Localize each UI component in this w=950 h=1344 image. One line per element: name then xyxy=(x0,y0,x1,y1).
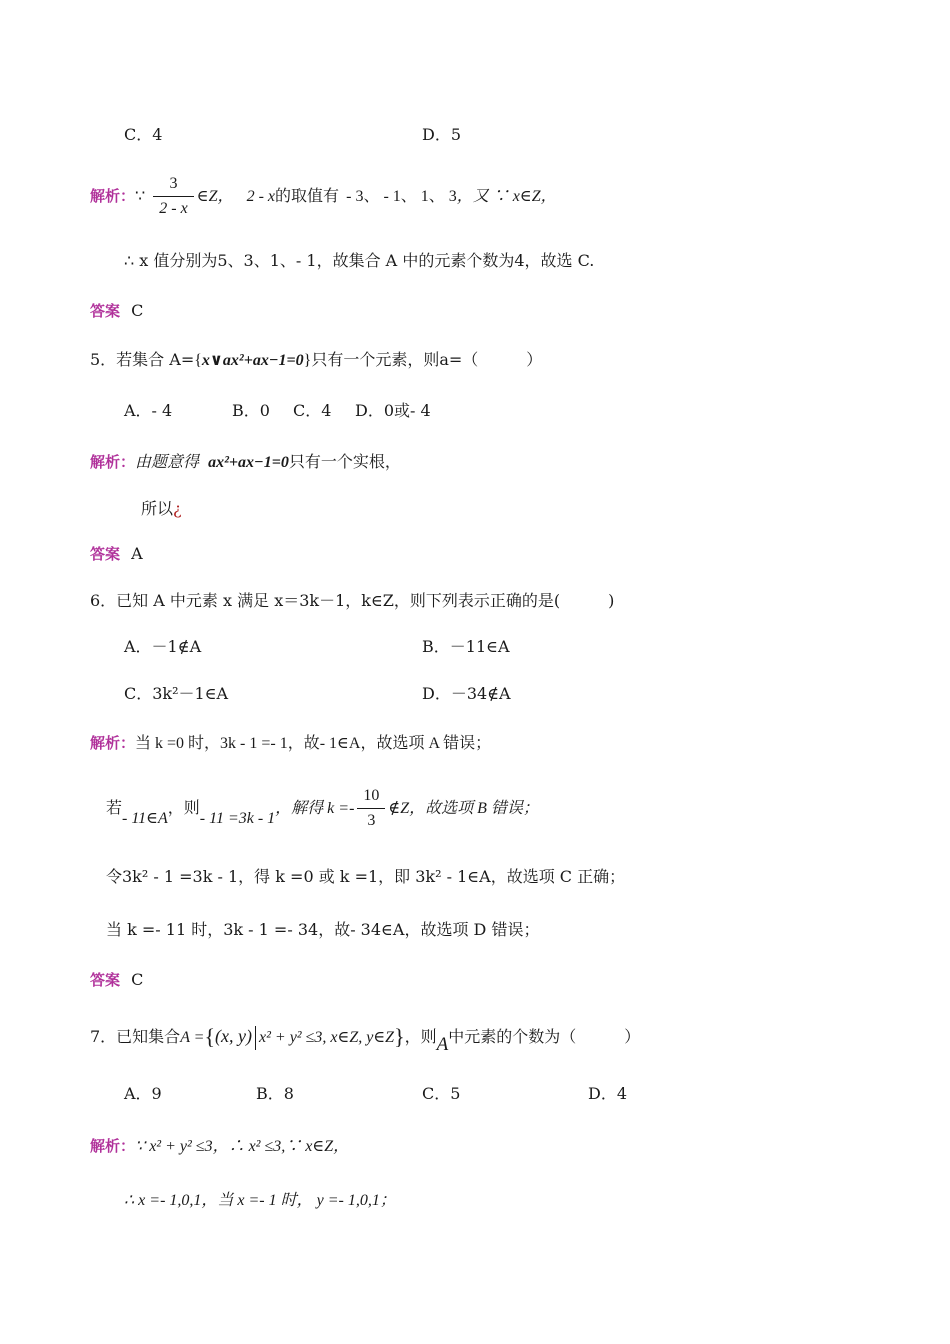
q5-option-b: B．0 xyxy=(232,401,270,420)
answer-label: 答案 xyxy=(90,971,121,989)
answer-value: C xyxy=(131,301,144,320)
q5-stem: 5．若集合 A={x∨ax²+ax−1=0}只有一个元素，则a=（ ） xyxy=(90,350,543,369)
fraction: $\frac{10}{3}$ xyxy=(357,786,385,831)
q6-option-d: D．－34∉A xyxy=(422,684,511,703)
q5-option-a: A．- 4 xyxy=(124,401,173,420)
answer-value: C xyxy=(131,970,144,989)
solution-label: 解析： xyxy=(90,1137,136,1155)
q6-stem: 6．已知 A 中元素 x 满足 x＝3k－1，k∈Z，则下列表示正确的是( ) xyxy=(90,591,615,610)
q4-solution-line2: ∴ x 值分别为5、3、1、- 1，故集合 A 中的元素个数为4，故选 C. xyxy=(124,251,595,270)
q7-solution-line1: 解析：∵ x² + y² ≤3，∴ x² ≤3,∵ x∈Z， xyxy=(90,1137,350,1155)
answer-label: 答案 xyxy=(90,545,121,563)
q5-option-c: C．4 xyxy=(293,401,332,420)
q7-solution-line2: ∴ x =- 1,0,1，当 x =- 1 时， y =- 1,0,1； xyxy=(124,1192,396,1209)
solution-label: 解析： xyxy=(90,453,136,471)
answer-value: A xyxy=(131,544,143,563)
solution-label: 解析： xyxy=(90,187,136,205)
q6-solution-line2: 若- 11∈A，则- 11 =3k - 1，解得 k =- $\frac{10}{3}$ ∉Z，故选项 B 错误； xyxy=(106,787,539,829)
q5-solution-line2: 所以¿ xyxy=(141,499,182,518)
q6-solution-line1: 解析：当 k =0 时，3k - 1 =- 1，故- 1∈A，故选项 A 错误； xyxy=(90,734,492,752)
q6-solution-line4: 当 k =- 11 时，3k - 1 =- 34，故- 34∈A，故选项 D 错误； xyxy=(106,920,540,939)
q7-option-a: A．9 xyxy=(124,1084,162,1103)
q7-stem: 7．已知集合A ={(x, y) x² + y² ≤3, x∈Z, y∈Z}，则A中元素的个数为（ ） xyxy=(90,1024,641,1055)
q5-solution-line1: 解析：由题意得 ax²+ax−1=0只有一个实根， xyxy=(90,452,401,471)
q4-solution-line1: 解析：∵ $\frac{3}{2 - x}$ ∈Z， 2 - x的取值有 - 3、 - 1、 1、 3，又 ∵ x∈Z， xyxy=(90,175,557,217)
q7-option-b: B．8 xyxy=(256,1084,294,1103)
q6-option-c: C．3k²－1∈A xyxy=(124,684,229,703)
q7-option-c: C．5 xyxy=(422,1084,461,1103)
solution-label: 解析： xyxy=(90,734,136,752)
q6-answer xyxy=(90,969,143,991)
q5-option-d: D．0或- 4 xyxy=(355,401,431,420)
q6-option-b: B．－11∈A xyxy=(422,637,510,656)
q6-option-a: A．－1∉A xyxy=(124,637,202,656)
answer-label: 答案 xyxy=(90,302,121,320)
fraction: $\frac{3}{2 - x}$ xyxy=(153,174,193,219)
q5-answer xyxy=(90,543,143,565)
q7-option-d: D．4 xyxy=(588,1084,628,1103)
q6-solution-line3: 令3k² - 1 =3k - 1，得 k =0 或 k =1，即 3k² - 1∈A，故选项 C 正确； xyxy=(106,867,626,886)
q4-option-c: C．4 xyxy=(124,125,163,144)
q4-option-d: D．5 xyxy=(422,125,462,144)
q4-answer xyxy=(90,300,143,322)
